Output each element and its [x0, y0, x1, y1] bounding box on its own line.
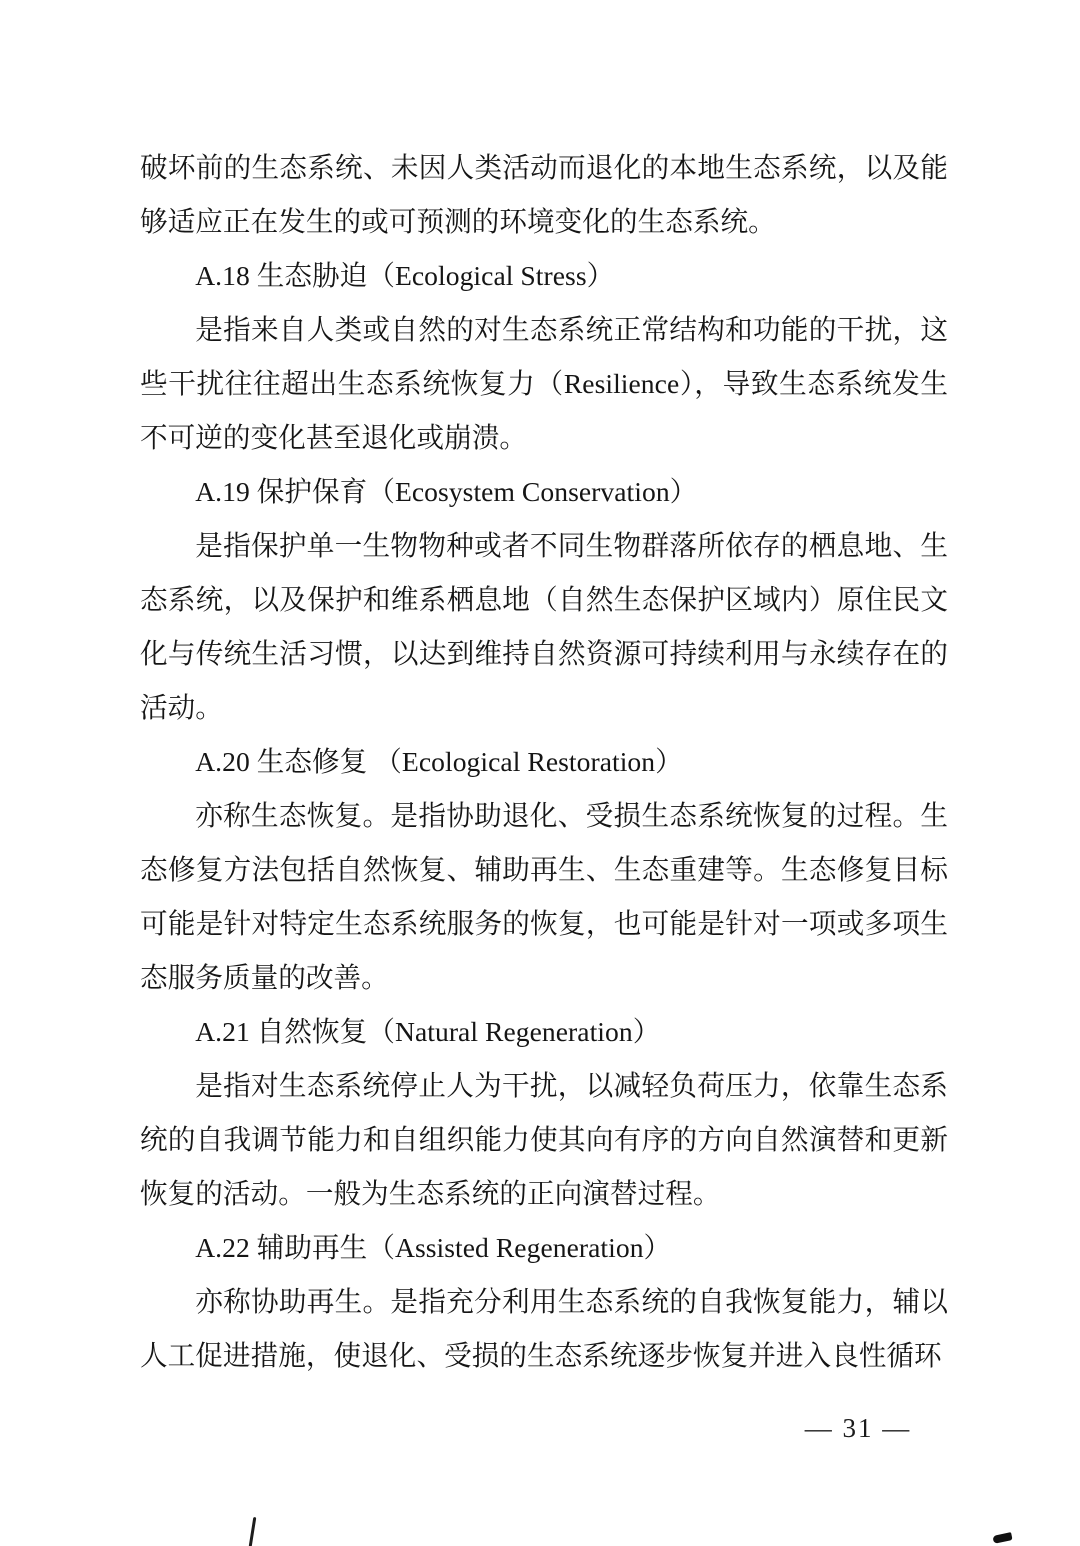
term-heading-a18: A.18 生态胁迫（Ecological Stress）	[195, 260, 615, 291]
paragraph-a18-definition: 是指来自人类或自然的对生态系统正常结构和功能的干扰，这些干扰往往超出生态系统恢复力（Resilience），导致生态系统发生不可逆的变化甚至退化或崩溃。	[140, 314, 948, 453]
scan-artifact-blob	[992, 1532, 1012, 1544]
paragraph-continued-from-previous-page: 破坏前的生态系统、未因人类活动而退化的本地生态系统，以及能够适应正在发生的或可预测的环境变化的生态系统。	[140, 152, 948, 237]
term-heading-a20: A.20 生态修复 （Ecological Restoration）	[195, 746, 683, 777]
scan-artifact-stroke	[249, 1517, 257, 1546]
paragraph-a19-definition: 是指保护单一生物物种或者不同生物群落所依存的栖息地、生态系统，以及保护和维系栖息地（自然生态保护区域内）原住民文化与传统生活习惯，以达到维持自然资源可持续利用与永续存在的活动。	[140, 530, 948, 723]
term-heading-a19: A.19 保护保育（Ecosystem Conservation）	[195, 476, 698, 507]
paragraph-a22-definition: 亦称协助再生。是指充分利用生态系统的自我恢复能力，辅以人工促进措施，使退化、受损的生态系统逐步恢复并进入良性循环	[140, 1286, 948, 1371]
term-heading-a22: A.22 辅助再生（Assisted Regeneration）	[195, 1232, 672, 1263]
document-body	[140, 141, 948, 1383]
paragraph-a21-definition: 是指对生态系统停止人为干扰，以减轻负荷压力，依靠生态系统的自我调节能力和自组织能力使其向有序的方向自然演替和更新恢复的活动。一般为生态系统的正向演替过程。	[140, 1070, 948, 1209]
page-number: — 31 —	[804, 1413, 912, 1443]
term-heading-a21: A.21 自然恢复（Natural Regeneration）	[195, 1016, 661, 1047]
paragraph-a20-definition: 亦称生态恢复。是指协助退化、受损生态系统恢复的过程。生态修复方法包括自然恢复、辅助再生、生态重建等。生态修复目标可能是针对特定生态系统服务的恢复，也可能是针对一项或多项生态服务质量的改善。	[140, 800, 948, 993]
